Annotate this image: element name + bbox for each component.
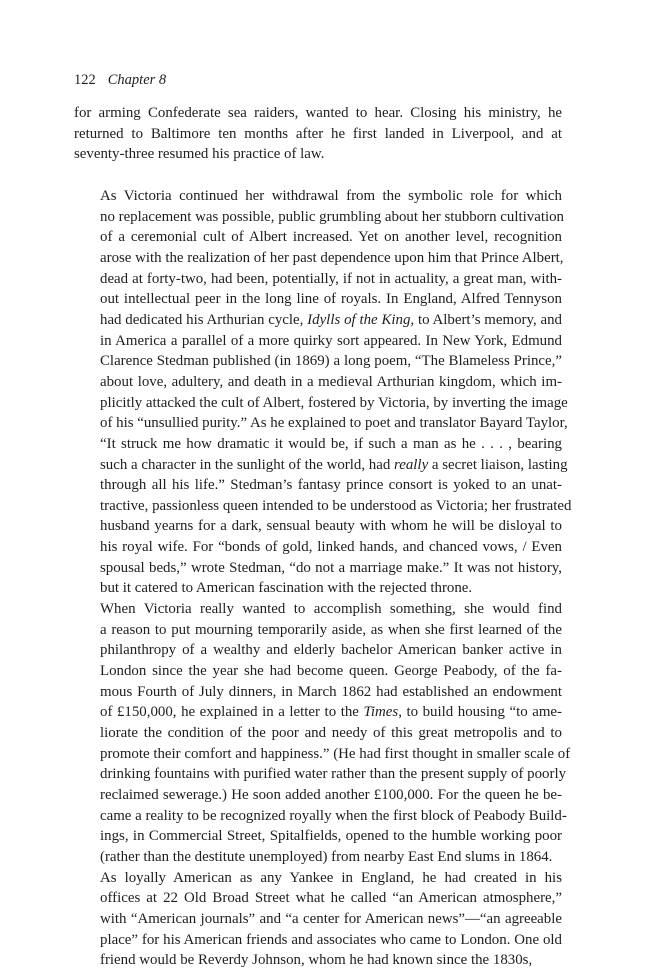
- text-line: [74, 475, 562, 496]
- text-line: [74, 103, 562, 124]
- text-line: [74, 599, 562, 620]
- text-segment: of £150,000, he explained in a letter to the: [100, 704, 364, 721]
- text-segment: As loyally American as any Yankee in England, he had created in his: [100, 869, 562, 886]
- paragraph: [74, 186, 572, 599]
- text-segment: London since the year she had become queen. George Peabody, of the fa-: [100, 663, 562, 680]
- text-line: [74, 393, 568, 414]
- text-line: [74, 537, 562, 558]
- text-segment: offices at 22 Old Broad Street what he called “an American atmosphere,”: [100, 890, 562, 907]
- text-segment: in America a parallel of a more quirky sort appeared. In New York, Edmund: [100, 332, 562, 349]
- text-segment: seventy-three resumed his practice of law.: [74, 146, 325, 163]
- paragraph: [74, 103, 562, 165]
- text-segment: When Victoria really wanted to accomplish something, she would find: [100, 601, 562, 618]
- text-line: [74, 744, 571, 765]
- italic-text: Times: [363, 704, 399, 721]
- text-line: [74, 620, 562, 641]
- text-line: [74, 455, 568, 476]
- text-segment: ings, in Commercial Street, Spitalfields, opened to the humble working poor: [100, 828, 562, 845]
- text-line: [74, 826, 562, 847]
- text-segment: arose with the realization of her past dependence upon him that Prince Albert,: [100, 249, 564, 266]
- text-segment: of his “unsullied purity.” As he explained to poet and translator Bayard Taylor,: [100, 415, 568, 432]
- text-segment: dead at forty-two, had been, potentially, if not in actuality, a great man, with-: [100, 270, 562, 287]
- text-segment: such a character in the sunlight of the world, had: [100, 456, 394, 473]
- text-segment: no replacement was possible, public grumbling about her stubborn cultivation: [100, 208, 564, 225]
- page-number: 122: [74, 72, 96, 88]
- text-line: [74, 331, 562, 352]
- text-line: [74, 269, 562, 290]
- text-segment: (rather than the destitute unemployed) from nearby East End slums in 1864.: [100, 848, 553, 865]
- text-line: [74, 909, 562, 930]
- text-line: [74, 930, 562, 951]
- text-line: [74, 351, 562, 372]
- text-line: [74, 310, 562, 331]
- text-segment: tractive, passionless queen intended to be understood as Victoria; her frustrated: [100, 497, 572, 514]
- text-segment: Clarence Stedman published (in 1869) a long poem, “The Blameless Prince,”: [100, 353, 562, 370]
- text-line: [74, 227, 562, 248]
- text-segment: a secret liaison, lasting: [428, 456, 568, 473]
- text-segment: place” for his American friends and associates who came to London. One old: [100, 931, 562, 948]
- text-segment: through all his life.” Stedman’s fantasy prince consort is yoked to an unat-: [100, 477, 562, 494]
- text-line: [74, 661, 562, 682]
- text-line: [74, 289, 562, 310]
- text-segment: drinking fountains with purified water rather than the present supply of poorly: [100, 766, 567, 783]
- text-line: [74, 682, 562, 703]
- book-page: [74, 72, 572, 971]
- text-segment: but it catered to American fascination with the rejected throne.: [100, 580, 473, 597]
- text-line: [74, 207, 562, 228]
- text-line: [74, 723, 562, 744]
- text-segment: spousal beds,” wrote Stedman, “do not a marriage make.” It was not history,: [100, 559, 562, 576]
- text-segment: mous Fourth of July dinners, in March 1862 had established an endowment: [100, 683, 562, 700]
- text-segment: returned to Baltimore ten months after he first landed in Liverpool, and at: [74, 125, 562, 142]
- text-segment: came a reality to be recognized royally when the first block of Peabody Build-: [100, 807, 567, 824]
- text-line: [74, 372, 562, 393]
- text-line: [74, 124, 562, 145]
- text-segment: had dedicated his Arthurian cycle,: [100, 311, 308, 328]
- text-line: [74, 578, 562, 599]
- text-line: [74, 806, 567, 827]
- paragraph: [74, 599, 571, 868]
- text-segment: of a ceremonial cult of Albert increased. Yet on another level, recognition: [100, 229, 562, 246]
- text-line: [74, 144, 562, 165]
- text-segment: out intellectual peer in the long line of royals. In England, Alfred Tennyson: [100, 291, 562, 308]
- text-line: [74, 888, 562, 909]
- text-line: [74, 558, 562, 579]
- text-segment: plicitly attacked the cult of Albert, fostered by Victoria, by inverting the image: [100, 394, 568, 411]
- text-segment: “It struck me how dramatic it would be, if such a man as he . . . , bearing: [100, 435, 562, 452]
- text-line: [74, 186, 562, 207]
- text-segment: his royal wife. For “bonds of gold, linked hands, and chanced vows, / Even: [100, 539, 562, 556]
- text-line: [74, 868, 562, 889]
- text-line: [74, 950, 562, 971]
- text-line: [74, 434, 562, 455]
- text-line: [74, 764, 567, 785]
- text-segment: for arming Confederate sea raiders, wanted to hear. Closing his ministry, he: [74, 105, 562, 121]
- body-text: [74, 103, 572, 971]
- text-segment: As Victoria continued her withdrawal from the symbolic role for which: [100, 187, 562, 204]
- text-segment: husband yearns for a dark, sensual beauty with whom he will be disloyal to: [100, 518, 562, 535]
- italic-text: Idylls of the King: [307, 311, 411, 328]
- text-segment: with “American journals” and “a center for American news”—“an agreeable: [100, 910, 562, 927]
- text-line: [74, 413, 568, 434]
- text-segment: , to build housing “to ame-: [398, 704, 562, 721]
- text-segment: about love, adultery, and death in a medieval Arthurian kingdom, which im-: [100, 373, 562, 390]
- text-segment: promote their comfort and happiness.” (He had first thought in smaller scale of: [100, 745, 571, 762]
- text-segment: friend would be Reverdy Johnson, whom he had known since the 1830s,: [100, 952, 533, 969]
- text-line: [74, 640, 562, 661]
- text-line: [74, 516, 562, 537]
- text-line: [74, 248, 562, 269]
- text-segment: liorate the condition of the poor and needy of this great metropolis and to: [100, 725, 562, 742]
- text-segment: reclaimed sewerage.) He soon added another £100,000. For the queen he be-: [100, 787, 562, 803]
- text-segment: philanthropy of a wealthy and elderly bachelor American banker active in: [100, 642, 562, 659]
- italic-text: really: [394, 456, 429, 473]
- chapter-title: Chapter 8: [107, 72, 167, 88]
- running-head: [74, 72, 562, 89]
- text-line: [74, 847, 562, 868]
- text-line: [74, 702, 562, 723]
- text-line: [74, 785, 562, 806]
- paragraph: [74, 868, 562, 971]
- text-segment: a reason to put mourning temporarily aside, as when she first learned of the: [100, 621, 562, 638]
- text-line: [74, 496, 572, 517]
- text-segment: , to Albert’s memory, and: [410, 311, 562, 328]
